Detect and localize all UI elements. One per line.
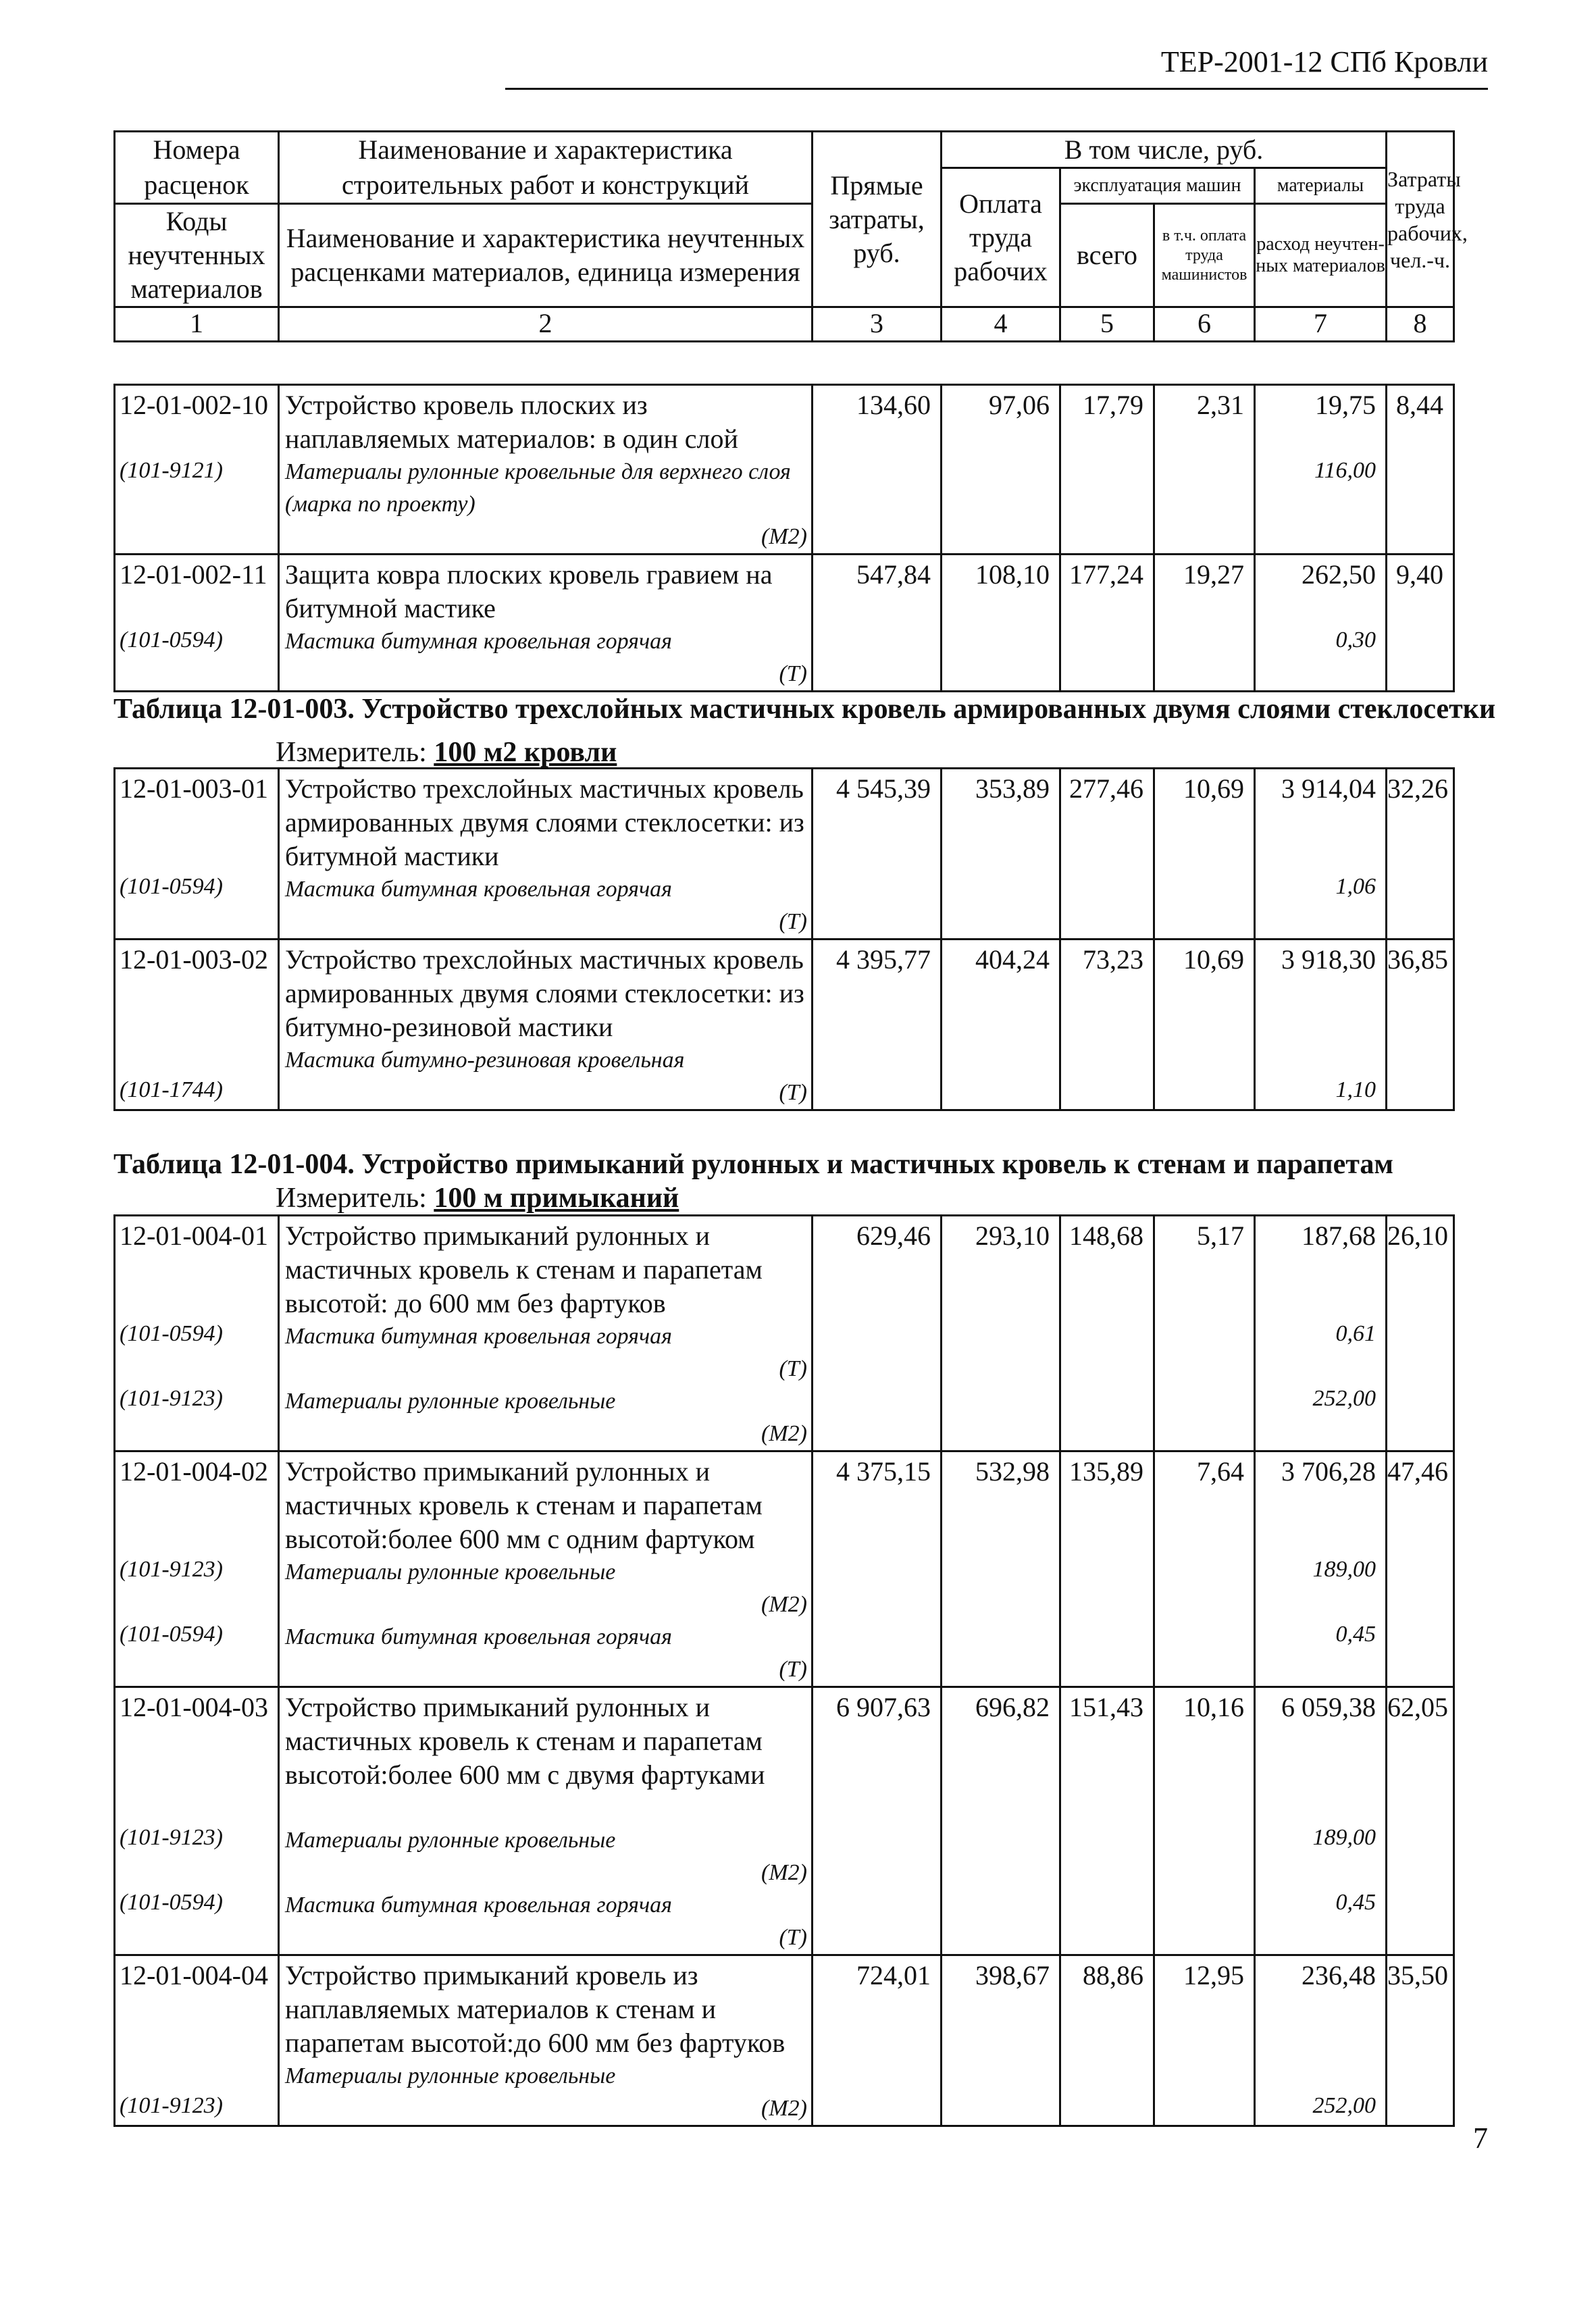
rate-row: [115, 940, 1454, 1110]
machine-cost: 151,43: [1060, 1687, 1154, 1955]
operator-cost: 19,27: [1154, 555, 1255, 692]
machine-cost: 17,79: [1060, 385, 1154, 555]
col-num-8: 8: [1387, 307, 1454, 342]
col7-header: расход неучтен-ных материалов: [1255, 204, 1387, 307]
direct-cost: 629,46: [813, 1216, 942, 1451]
table-caption: Таблица 12-01-003. Устройство трехслойных мастичных кровель армированных двумя слоями стеклосетки: [113, 694, 1496, 725]
machine-cost: 73,23: [1060, 940, 1154, 1110]
rate-description: Устройство примыканий кровель из наплавляемых материалов к стенам и парапетам высотой:до 600 мм без фартуков Материалы рулонные кровельные (М2): [279, 1955, 813, 2126]
operator-cost: 10,69: [1154, 940, 1255, 1110]
machine-cost: 135,89: [1060, 1451, 1154, 1687]
labor-cost: 404,24: [942, 940, 1060, 1110]
page-number: 7: [1473, 2122, 1488, 2155]
rate-code: 12-01-004-02 (101-9123) (101-0594): [115, 1451, 279, 1687]
col8-header: Затраты труда рабочих, чел.-ч.: [1387, 132, 1454, 307]
col-num-2: 2: [279, 307, 813, 342]
rate-code: 12-01-003-02 (101-1744): [115, 940, 279, 1110]
labor-hours: 47,46: [1387, 1451, 1454, 1687]
rate-row: [115, 769, 1454, 940]
materials-cost: 3 706,28 189,00 0,45: [1255, 1451, 1387, 1687]
operator-cost: 5,17: [1154, 1216, 1255, 1451]
col5-header: всего: [1060, 204, 1154, 307]
table-caption: Таблица 12-01-004. Устройство примыканий рулонных и мастичных кровель к стенам и парапетам: [113, 1149, 1393, 1180]
col-num-6: 6: [1154, 307, 1255, 342]
direct-cost: 6 907,63: [813, 1687, 942, 1955]
rate-row: [115, 385, 1454, 555]
rate-code: 12-01-003-01 (101-0594): [115, 769, 279, 940]
operator-cost: 10,69: [1154, 769, 1255, 940]
rate-code: 12-01-002-10 (101-9121): [115, 385, 279, 555]
materials-cost: 3 918,30 1,10: [1255, 940, 1387, 1110]
rate-row: [115, 555, 1454, 692]
rate-row: [115, 1687, 1454, 1955]
labor-cost: 293,10: [942, 1216, 1060, 1451]
labor-hours: 8,44: [1387, 385, 1454, 555]
operator-cost: 7,64: [1154, 1451, 1255, 1687]
rate-description: Устройство примыканий рулонных и мастичных кровель к стенам и парапетам высотой: до 600 мм без фартуков Мастика битумная кровельная горячая (Т) Материалы рулонные кровельные (М2): [279, 1216, 813, 1451]
rate-row: [115, 1955, 1454, 2126]
materials-cost: 236,48 252,00: [1255, 1955, 1387, 2126]
direct-cost: 4 395,77: [813, 940, 942, 1110]
incl-header: В том числе, руб.: [942, 132, 1387, 168]
labor-hours: 62,05: [1387, 1687, 1454, 1955]
operator-cost: 10,16: [1154, 1687, 1255, 1955]
rate-description: Устройство примыканий рулонных и мастичных кровель к стенам и парапетам высотой:более 600 мм с двумя фартуками Материалы рулонные кровельные (М2) Мастика битумная кровельная горячая (Т): [279, 1687, 813, 1955]
rate-code: 12-01-004-01 (101-0594) (101-9123): [115, 1216, 279, 1451]
col-num-7: 7: [1255, 307, 1387, 342]
col-num-5: 5: [1060, 307, 1154, 342]
running-header: ТЕР-2001-12 СПб Кровли: [1160, 45, 1488, 78]
labor-hours: 35,50: [1387, 1955, 1454, 2126]
machine-cost: 88,86: [1060, 1955, 1154, 2126]
labor-cost: 353,89: [942, 769, 1060, 940]
operator-cost: 12,95: [1154, 1955, 1255, 2126]
materials-header: материалы: [1255, 168, 1387, 204]
column-header-table: [113, 130, 1468, 342]
section-table: [113, 1214, 1455, 2127]
rate-description: Устройство трехслойных мастичных кровель армированных двумя слоями стеклосетки: из битумной мастики Мастика битумная кровельная горячая (Т): [279, 769, 813, 940]
rate-row: [115, 1451, 1454, 1687]
labor-hours: 9,40: [1387, 555, 1454, 692]
materials-cost: 3 914,04 1,06: [1255, 769, 1387, 940]
col4-header: Оплата труда рабочих: [942, 168, 1060, 307]
materials-cost: 6 059,38 189,00 0,45: [1255, 1687, 1387, 1955]
rate-code: 12-01-002-11 (101-0594): [115, 555, 279, 692]
direct-cost: 4 375,15: [813, 1451, 942, 1687]
machine-cost: 277,46: [1060, 769, 1154, 940]
rate-description: Устройство примыканий рулонных и мастичных кровель к стенам и парапетам высотой:более 600 мм с одним фартуком Материалы рулонные кровельные (М2) Мастика битумная кровельная горячая (Т): [279, 1451, 813, 1687]
rate-row: [115, 1216, 1454, 1451]
rate-description: Защита ковра плоских кровель гравием на битумной мастике Мастика битумная кровельная горячая (Т): [279, 555, 813, 692]
labor-cost: 97,06: [942, 385, 1060, 555]
header-rule: [505, 88, 1488, 90]
rate-code: 12-01-004-03 (101-9123) (101-0594): [115, 1687, 279, 1955]
direct-cost: 724,01: [813, 1955, 942, 2126]
labor-cost: 398,67: [942, 1955, 1060, 2126]
col3-header: Прямые затраты, руб.: [813, 132, 942, 307]
section-table: [113, 384, 1455, 692]
measure-line: Измеритель: 100 м примыканий: [276, 1183, 679, 1214]
labor-cost: 532,98: [942, 1451, 1060, 1687]
col2-bottom-header: Наименование и характеристика неучтенных расценками материалов, единица измерения: [279, 204, 813, 307]
materials-cost: 19,75 116,00: [1255, 385, 1387, 555]
operator-cost: 2,31: [1154, 385, 1255, 555]
machine-cost: 177,24: [1060, 555, 1154, 692]
labor-hours: 32,26: [1387, 769, 1454, 940]
direct-cost: 134,60: [813, 385, 942, 555]
machine-cost: 148,68: [1060, 1216, 1154, 1451]
col-num-4: 4: [942, 307, 1060, 342]
labor-hours: 36,85: [1387, 940, 1454, 1110]
machines-header: эксплуатация машин: [1060, 168, 1255, 204]
labor-cost: 696,82: [942, 1687, 1060, 1955]
rate-description: Устройство трехслойных мастичных кровель армированных двумя слоями стеклосетки: из битумно-резиновой мастики Мастика битумно-резиновая кровельная (Т): [279, 940, 813, 1110]
rate-code: 12-01-004-04 (101-9123): [115, 1955, 279, 2126]
col1-bottom-header: Коды неучтенных материалов: [115, 204, 279, 307]
col-num-1: 1: [115, 307, 279, 342]
col2-top-header: Наименование и характеристика строительных работ и конструкций: [279, 132, 813, 204]
col6-header: в т.ч. оплата труда машинистов: [1154, 204, 1255, 307]
measure-line: Измеритель: 100 м2 кровли: [276, 737, 617, 768]
labor-cost: 108,10: [942, 555, 1060, 692]
materials-cost: 262,50 0,30: [1255, 555, 1387, 692]
col-num-3: 3: [813, 307, 942, 342]
direct-cost: 4 545,39: [813, 769, 942, 940]
section-table: [113, 767, 1455, 1111]
col1-top-header: Номера расценок: [115, 132, 279, 204]
materials-cost: 187,68 0,61 252,00: [1255, 1216, 1387, 1451]
labor-hours: 26,10: [1387, 1216, 1454, 1451]
direct-cost: 547,84: [813, 555, 942, 692]
rate-description: Устройство кровель плоских из наплавляемых материалов: в один слой Материалы рулонные кровельные для верхнего слоя (марка по проекту) (М2): [279, 385, 813, 555]
